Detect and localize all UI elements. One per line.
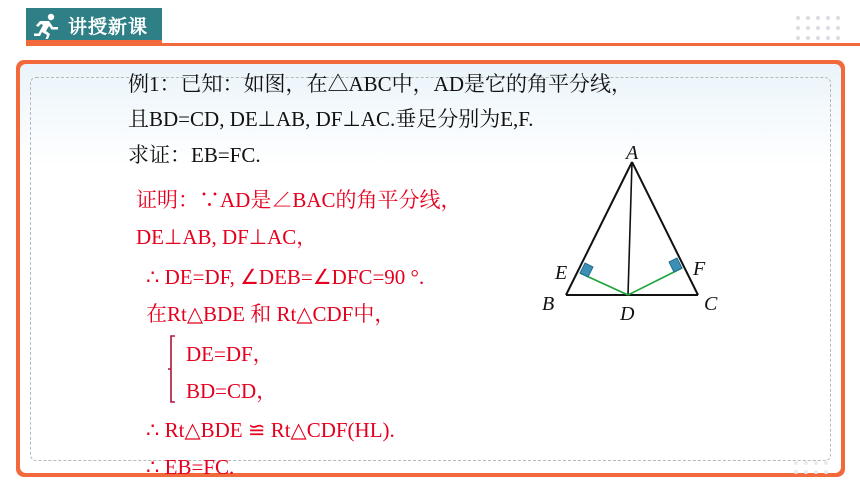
triangle-figure (536, 140, 736, 330)
vertex-label-a: A (626, 142, 639, 164)
proof-line-conclusion: ∴ EB=FC. (146, 455, 235, 479)
problem-line-prove: 求证：EB=FC. (128, 143, 261, 167)
proof-line-4: 在Rt△BDE 和 Rt△CDF中， (146, 302, 396, 326)
point-label-f: F (693, 258, 706, 280)
section-title: 讲授新课 (68, 16, 149, 38)
section-badge-accent (26, 40, 162, 45)
point-label-e: E (555, 262, 568, 284)
bisector-ad (628, 162, 632, 295)
problem-line-given: 例1：已知：如图，在△ABC中，AD是它的角平分线， (128, 72, 633, 96)
proof-line-2: DE⊥AB, DF⊥AC， (136, 225, 318, 249)
vertex-label-b: B (542, 293, 555, 315)
vertex-label-c: C (704, 293, 718, 315)
decorative-corner-dots-left (34, 450, 82, 468)
decorative-corner-dots-right (792, 458, 840, 476)
running-person-icon (31, 12, 61, 40)
problem-line-conditions: 且BD=CD, DE⊥AB, DF⊥AC.垂足分别为E,F. (128, 107, 534, 131)
system-brace (168, 335, 176, 403)
proof-condition-1: DE=DF， (186, 342, 274, 366)
proof-condition-2: BD=CD， (186, 379, 278, 403)
proof-line-1: 证明：∵AD是∠BAC的角平分线， (136, 188, 462, 212)
decorative-dot-grid (794, 14, 844, 44)
proof-line-congruent: ∴ Rt△BDE ≌ Rt△CDF(HL). (146, 418, 395, 442)
proof-line-3: ∴ DE=DF, ∠DEB=∠DFC=90 °. (146, 265, 425, 289)
point-label-d: D (620, 303, 635, 325)
